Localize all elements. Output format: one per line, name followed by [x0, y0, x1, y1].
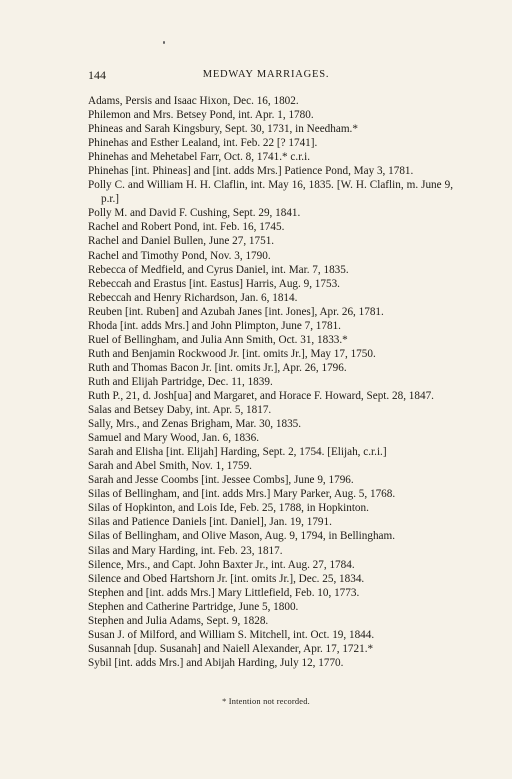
marriage-entry: Adams, Persis and Isaac Hixon, Dec. 16, 1802.: [88, 95, 299, 107]
marriage-entry: Sarah and Jesse Coombs [int. Jessee Combs], June 9, 1796.: [88, 474, 354, 487]
marriage-entry: Sally, Mrs., and Zenas Brigham, Mar. 30, 1835.: [88, 418, 302, 431]
marriage-entry: Philemon and Mrs. Betsey Pond, int. Apr. 1, 1780.: [88, 109, 314, 122]
page-number: 144: [88, 68, 106, 82]
running-title: MEDWAY MARRIAGES.: [202, 69, 330, 80]
marriage-entry: Phinehas and Esther Lealand, int. Feb. 22 [? 1741].: [88, 137, 318, 150]
marriage-entry: Stephen and [int. adds Mrs.] Mary Littlefield, Feb. 10, 1773.: [88, 586, 360, 599]
marriage-entry: Samuel and Mary Wood, Jan. 6, 1836.: [88, 432, 260, 445]
marriage-entry: Rachel and Robert Pond, int. Feb. 16, 1745.: [88, 221, 285, 234]
marriage-entry: Reuben [int. Ruben] and Azubah Janes [int. Jones], Apr. 26, 1781.: [88, 305, 384, 318]
marriage-entry: Ruth and Benjamin Rockwood Jr. [int. omits Jr.], May 17, 1750.: [88, 347, 376, 360]
marriage-entry: Sybil [int. adds Mrs.] and Abijah Harding, July 12, 1770.: [88, 656, 344, 669]
marriage-entry: Rebeccah and Erastus [int. Eastus] Harris, Aug. 9, 1753.: [88, 277, 340, 290]
marriage-entry: Ruth P., 21, d. Josh[ua] and Margaret, and Horace F. Howard, Sept. 28, 1847.: [88, 389, 434, 402]
marriage-entry: Phinehas and Mehetabel Farr, Oct. 8, 1741.* c.r.i.: [88, 151, 311, 164]
marriage-entries: [88, 94, 453, 670]
marriage-entry: Polly C. and William H. H. Claflin, int. May 16, 1835. [W. H. Claflin, m. June 9, p.r.]: [88, 179, 453, 206]
marriage-entry: Sarah and Abel Smith, Nov. 1, 1759.: [88, 460, 252, 473]
marriage-entry: Silence, Mrs., and Capt. John Baxter Jr., int. Aug. 27, 1784.: [88, 558, 355, 571]
marriage-entry: Silence and Obed Hartshorn Jr. [int. omits Jr.], Dec. 25, 1834.: [88, 572, 365, 585]
ink-speck: [163, 41, 165, 44]
marriage-entry: Stephen and Catherine Partridge, June 5, 1800.: [88, 600, 299, 613]
marriage-entry: Phineas and Sarah Kingsbury, Sept. 30, 1731, in Needham.*: [88, 123, 358, 136]
marriage-entry: Silas and Patience Daniels [int. Daniel], Jan. 19, 1791.: [88, 516, 332, 529]
marriage-entry: Polly M. and David F. Cushing, Sept. 29, 1841.: [88, 207, 301, 220]
marriage-entry: Susan J. of Milford, and William S. Mitchell, int. Oct. 19, 1844.: [88, 628, 375, 641]
marriage-entry: Susannah [dup. Susanah] and Naiell Alexander, Apr. 17, 1721.*: [88, 642, 374, 655]
marriage-entry: Ruth and Thomas Bacon Jr. [int. omits Jr.], Apr. 26, 1796.: [88, 361, 347, 374]
marriage-entry: Ruth and Elijah Partridge, Dec. 11, 1839.: [88, 375, 273, 388]
marriage-entry: Ruel of Bellingham, and Julia Ann Smith, Oct. 31, 1833.*: [88, 333, 348, 346]
footnote: * Intention not recorded.: [222, 697, 310, 706]
marriage-entry: Stephen and Julia Adams, Sept. 9, 1828.: [88, 614, 269, 627]
marriage-entry: Rachel and Daniel Bullen, June 27, 1751.: [88, 235, 275, 248]
marriage-entry: Rachel and Timothy Pond, Nov. 3, 1790.: [88, 249, 271, 262]
marriage-entry: Rebecca of Medfield, and Cyrus Daniel, int. Mar. 7, 1835.: [88, 263, 349, 276]
marriage-entry: Rebeccah and Henry Richardson, Jan. 6, 1814.: [88, 291, 298, 304]
marriage-entry: Silas of Bellingham, and Olive Mason, Aug. 9, 1794, in Bellingham.: [88, 530, 396, 543]
marriage-entry: Rhoda [int. adds Mrs.] and John Plimpton, June 7, 1781.: [88, 319, 341, 332]
marriage-entry: Silas and Mary Harding, int. Feb. 23, 1817.: [88, 544, 283, 557]
marriage-entry: Phinehas [int. Phineas] and [int. adds Mrs.] Patience Pond, May 3, 1781.: [88, 165, 414, 178]
marriage-entry: Silas of Hopkinton, and Lois Ide, Feb. 25, 1788, in Hopkinton.: [88, 502, 369, 515]
marriage-entry: Silas of Bellingham, and [int. adds Mrs.] Mary Parker, Aug. 5, 1768.: [88, 488, 396, 501]
marriage-entry: Salas and Betsey Daby, int. Apr. 5, 1817.: [88, 404, 272, 417]
marriage-entry: Sarah and Elisha [int. Elijah] Harding, Sept. 2, 1754. [Elijah, c.r.i.]: [88, 446, 387, 459]
page-header: [88, 68, 444, 84]
